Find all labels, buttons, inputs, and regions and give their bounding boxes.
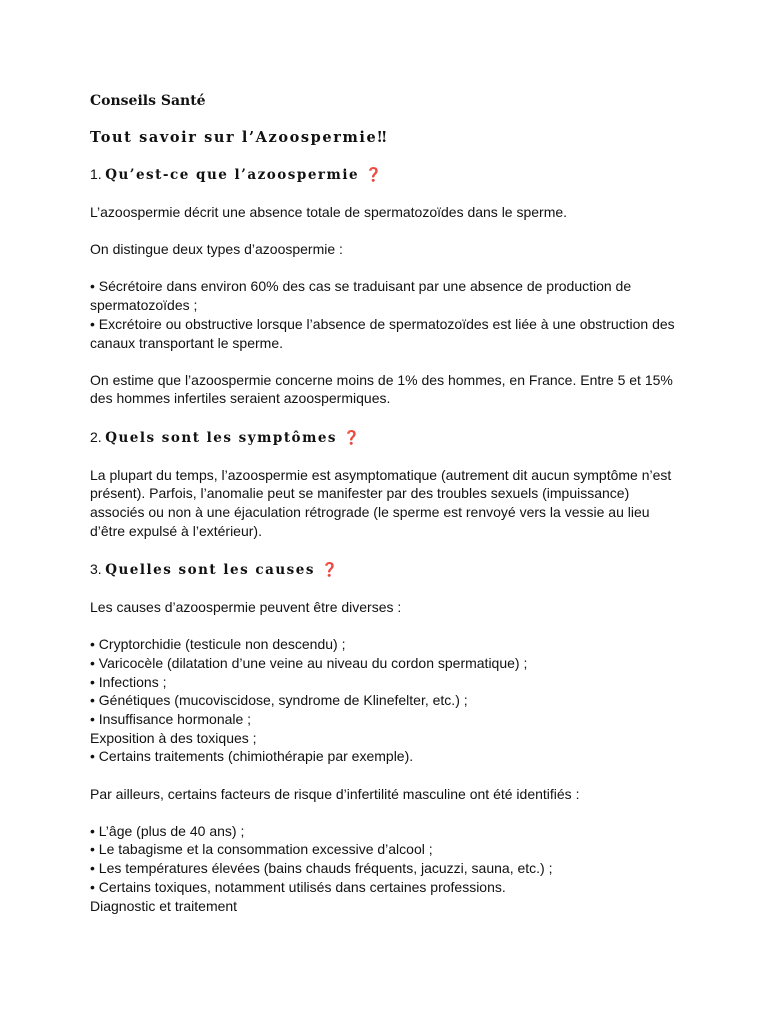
section-heading-3 — [90, 559, 680, 581]
list-item: Exposition à des toxiques ; — [90, 729, 257, 746]
section-title: Quelles sont les causes ❓ — [105, 561, 340, 578]
section-title: Quels sont les symptômes ❓ — [105, 429, 362, 446]
paragraph: Par ailleurs, certains facteurs de risque d’infertilité masculine ont été identifiés : — [90, 785, 580, 802]
list-item: • Génétiques (mucoviscidose, syndrome de Klinefelter, etc.) ; — [90, 692, 468, 709]
paragraph: Les causes d’azoospermie peuvent être diverses : — [90, 598, 402, 615]
list-item: • Varicocèle (dilatation d’une veine au niveau du cordon spermatique) ; — [90, 654, 528, 671]
section-title: Qu’est-ce que l’azoospermie ❓ — [105, 167, 384, 183]
section-heading-1 — [90, 164, 680, 186]
list-item: • Cryptorchidie (testicule non descendu) ; — [90, 636, 346, 653]
list-item: • Certains toxiques, notamment utilisés dans certaines professions. — [90, 878, 506, 895]
list-item: • Certains traitements (chimiothérapie par exemple). — [90, 748, 414, 765]
list-item: • Sécrétoire dans environ 60% des cas se traduisant par une absence de production de spermatozoïdes ; — [90, 278, 632, 314]
paragraph: L’azoospermie décrit une absence totale de spermatozoïdes dans le sperme. — [90, 204, 568, 220]
list-item: • L’âge (plus de 40 ans) ; — [90, 822, 245, 839]
paragraph: On distingue deux types d’azoospermie : — [90, 241, 343, 258]
paragraph: On estime que l’azoospermie concerne moins de 1% des hommes, en France. Entre 5 et 15% des hommes infertiles seraient azoospermiques. — [90, 371, 673, 407]
list-item: • Excrétoire ou obstructive lorsque l’absence de spermatozoïdes est liée à une obstruction des canaux transportant le sperme. — [90, 315, 675, 351]
list-item: • Insuffisance hormonale ; — [90, 710, 252, 727]
risk-factors-list — [90, 822, 680, 916]
type-list — [90, 277, 680, 352]
section-number: 2. — [90, 428, 102, 445]
list-item: • Le tabagisme et la consommation excessive d’alcool ; — [90, 841, 433, 858]
causes-list — [90, 635, 680, 766]
list-item: • Les températures élevées (bains chauds fréquents, jacuzzi, sauna, etc.) ; — [90, 860, 553, 877]
site-title: Conseils Santé — [90, 93, 206, 109]
section-number: 1. — [90, 166, 102, 182]
paragraph: La plupart du temps, l’azoospermie est asymptomatique (autrement dit aucun symptôme n’est présent). Parfois, l’anomalie peut se manifester par des troubles sexuels (impuissance) associés ou non à une éjaculation rétrograde (le sperme est renvoyé vers la vessie au lieu d’être expulsé à l’extérieur). — [90, 466, 672, 539]
document-content — [90, 92, 680, 934]
section-number: 3. — [90, 560, 102, 577]
list-item: • Infections ; — [90, 673, 167, 690]
section-heading-2 — [90, 427, 680, 449]
list-item: Diagnostic et traitement — [90, 897, 238, 914]
article-title: Tout savoir sur l’Azoospermie‼ — [90, 129, 389, 146]
